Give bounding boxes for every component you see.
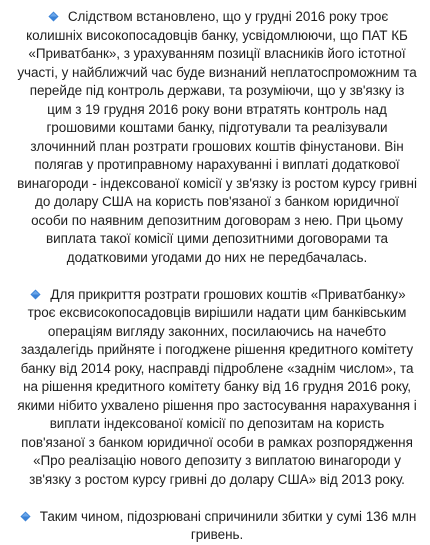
small-blue-diamond-icon xyxy=(20,511,31,522)
paragraph-text: Для прикриття розтрати грошових коштів «Приватбанку» троє ексвисокопосадовців вирішили надати цим банківським операціям вигляду законних, посилаючись на начебто заздалегідь прийняте і погоджене рішення кредитного комітету банку від 2014 року, насправді підроблене «заднім числом», та на рішення кредитного комітету банку від 16 грудня 2016 року, якими нібито ухвалено рішення про застосування нарахування і виплати індексованої комісії по депозитам на користь пов'язаної з банком юридичної особи в рамках розпорядження «Про реалізацію нового депозиту з виплатою винагороди у зв'язку з ростом курсу гривні до долару США» від 2013 року. xyxy=(17,286,417,487)
small-blue-diamond-icon xyxy=(48,11,59,22)
paragraph-cover-up xyxy=(16,286,418,490)
paragraph-investigation xyxy=(16,8,418,267)
small-blue-diamond-icon xyxy=(30,289,41,300)
paragraph-text: Таким чином, підозрювані спричинили збитки у сумі 136 млн гривень. xyxy=(39,508,417,542)
paragraph-text: Слідством встановлено, що у грудні 2016 року троє колишніх високопосадовців банку, усвідомлюючи, що ПАТ КБ «Приватбанк», з урахуванням позиції власників його істотної участі, у найближчий час буде визнаний неплатоспроможним та перейде під контроль держави, та розуміючи, що у зв'язку із цим з 19 грудня 2016 року вони втратять контроль над грошовими коштами банку, підготували та реалізували злочинний план розтрати грошових коштів фінустанови. Він полягав у протиправному нарахуванні і виплаті додаткової винагороди - індексованої комісії у зв'язку із ростом курсу гривні до долару США на користь пов'язаної з банком юридичної особи по наявним депозитним договорам з нею. При цьому виплата такої комісії цими депозитними договорами та додатковими угодами до них не передбачалась. xyxy=(17,9,417,265)
paragraph-damages xyxy=(16,508,418,545)
